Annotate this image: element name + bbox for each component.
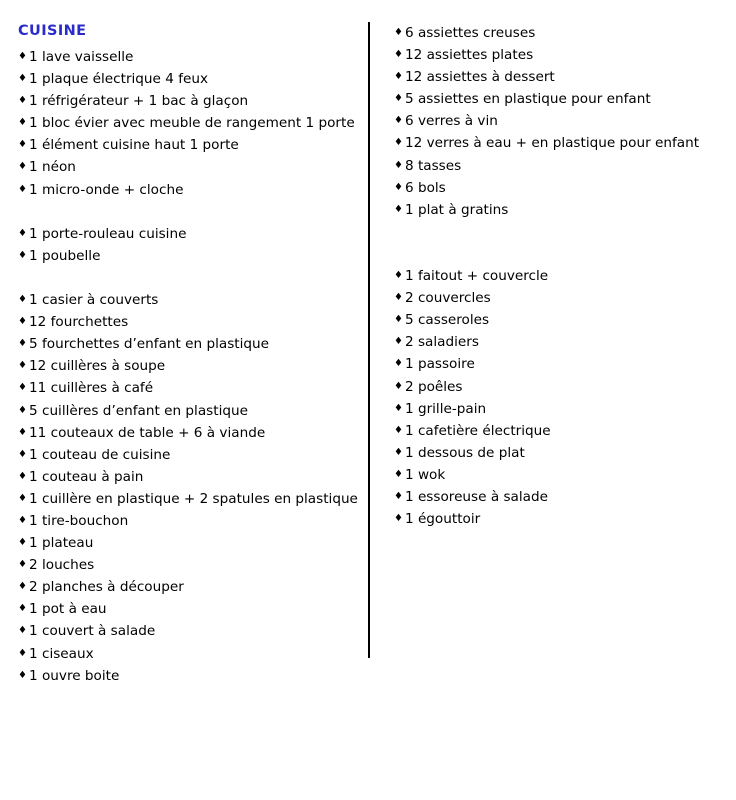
kitchen-left-item-label: 1 cuillère en plastique + 2 spatules en plastique	[29, 490, 358, 507]
kitchen-right-item	[394, 110, 726, 132]
kitchen-left-item	[18, 311, 358, 333]
kitchen-right-item-label: 12 assiettes à dessert	[404, 69, 555, 86]
kitchen-right-item-label: 1 essoreuse à salade	[404, 488, 548, 505]
diamond-bullet-icon: ♦	[18, 669, 27, 681]
diamond-bullet-icon: ♦	[18, 404, 27, 416]
kitchen-left-item	[18, 510, 358, 532]
right-column	[378, 22, 726, 530]
kitchen-left-item-label: 11 cuillères à café	[29, 380, 154, 397]
kitchen-right-item	[394, 155, 726, 177]
page-title: CUISINE	[18, 23, 87, 39]
two-column-layout	[18, 22, 726, 790]
column-divider	[368, 22, 370, 658]
kitchen-left-item-label: 1 plateau	[29, 535, 94, 552]
diamond-bullet-icon: ♦	[18, 625, 27, 637]
kitchen-right-spacer	[394, 243, 726, 265]
kitchen-left-spacer	[18, 201, 358, 223]
kitchen-right-item-label: 2 couvercles	[404, 290, 491, 307]
kitchen-left-item-label: 1 pot à eau	[29, 601, 107, 618]
kitchen-left-item-label: 5 fourchettes d’enfant en plastique	[29, 336, 270, 353]
kitchen-left-item	[18, 554, 358, 576]
kitchen-right-item	[394, 287, 726, 309]
kitchen-left-item	[18, 377, 358, 399]
diamond-bullet-icon: ♦	[393, 49, 403, 61]
diamond-bullet-icon: ♦	[393, 402, 403, 414]
diamond-bullet-icon: ♦	[393, 93, 403, 105]
diamond-bullet-icon: ♦	[18, 581, 27, 593]
left-column	[18, 22, 368, 687]
kitchen-right-item	[394, 66, 726, 88]
kitchen-left-item	[18, 422, 358, 444]
kitchen-left-spacer	[18, 267, 358, 289]
kitchen-left-item-label: 1 couvert à salade	[29, 623, 156, 640]
diamond-bullet-icon: ♦	[18, 426, 27, 438]
diamond-bullet-icon: ♦	[18, 537, 27, 549]
kitchen-right-item-label: 1 plat à gratins	[404, 201, 509, 218]
kitchen-left-item	[18, 156, 358, 178]
kitchen-right-item-label: 2 saladiers	[404, 334, 479, 351]
diamond-bullet-icon: ♦	[393, 203, 403, 215]
kitchen-right-item-label: 1 égouttoir	[404, 511, 481, 528]
kitchen-right-item-label: 1 faitout + couvercle	[404, 268, 549, 285]
diamond-bullet-icon: ♦	[393, 27, 403, 38]
kitchen-right-item-label: 8 tasses	[404, 157, 462, 174]
kitchen-right-item-label: 5 assiettes en plastique pour enfant	[404, 91, 651, 108]
diamond-bullet-icon: ♦	[18, 559, 27, 571]
kitchen-left-item-label: 12 fourchettes	[29, 314, 129, 331]
diamond-bullet-icon: ♦	[18, 139, 27, 151]
diamond-bullet-icon: ♦	[393, 380, 403, 392]
diamond-bullet-icon: ♦	[18, 470, 27, 482]
diamond-bullet-icon: ♦	[393, 446, 403, 458]
kitchen-right-item-label: 1 grille-pain	[404, 400, 487, 417]
kitchen-right-item-label: 6 verres à vin	[404, 113, 498, 130]
kitchen-left-item-label: 12 cuillères à soupe	[29, 358, 166, 375]
diamond-bullet-icon: ♦	[18, 382, 27, 394]
kitchen-right-item	[394, 265, 726, 287]
kitchen-left-item	[18, 289, 358, 311]
diamond-bullet-icon: ♦	[18, 647, 27, 659]
kitchen-left-item	[18, 333, 358, 355]
kitchen-left-item-label: 5 cuillères d’enfant en plastique	[29, 402, 248, 419]
diamond-bullet-icon: ♦	[18, 117, 27, 129]
diamond-bullet-icon: ♦	[18, 360, 27, 372]
diamond-bullet-icon: ♦	[393, 358, 403, 370]
kitchen-left-item	[18, 665, 358, 687]
kitchen-left-item-label: 1 plaque électrique 4 feux	[29, 71, 209, 88]
kitchen-left-item	[18, 223, 358, 245]
kitchen-left-item	[18, 46, 358, 68]
kitchen-right-item-label: 1 cafetière électrique	[404, 422, 551, 439]
kitchen-right-item-label: 12 verres à eau + en plastique pour enfant	[404, 135, 700, 152]
diamond-bullet-icon: ♦	[393, 314, 403, 326]
kitchen-left-item	[18, 598, 358, 620]
kitchen-left-item	[18, 179, 358, 201]
diamond-bullet-icon: ♦	[18, 73, 27, 85]
kitchen-left-item	[18, 400, 358, 422]
kitchen-right-item-label: 6 assiettes creuses	[404, 25, 536, 41]
kitchen-right-item-label: 1 passoire	[404, 356, 475, 373]
kitchen-right-item	[394, 22, 726, 44]
kitchen-left-item	[18, 466, 358, 488]
diamond-bullet-icon: ♦	[393, 490, 403, 502]
kitchen-right-item	[394, 464, 726, 486]
kitchen-right-item	[394, 44, 726, 66]
kitchen-left-item-label: 1 couteau de cuisine	[29, 446, 171, 463]
kitchen-left-item-label: 1 ouvre boite	[29, 667, 120, 684]
diamond-bullet-icon: ♦	[18, 338, 27, 350]
kitchen-right-item-label: 1 dessous de plat	[404, 444, 525, 461]
kitchen-left-item	[18, 620, 358, 642]
kitchen-items-list-right	[394, 22, 726, 530]
diamond-bullet-icon: ♦	[393, 292, 403, 304]
diamond-bullet-icon: ♦	[393, 270, 403, 282]
kitchen-left-item	[18, 112, 358, 134]
kitchen-right-spacer	[394, 221, 726, 243]
diamond-bullet-icon: ♦	[18, 183, 27, 195]
diamond-bullet-icon: ♦	[393, 336, 403, 348]
kitchen-left-item-label: 1 lave vaisselle	[29, 49, 134, 65]
diamond-bullet-icon: ♦	[393, 181, 403, 193]
kitchen-left-item	[18, 488, 358, 510]
kitchen-left-item-label: 1 tire-bouchon	[29, 512, 129, 529]
kitchen-left-item	[18, 355, 358, 377]
diamond-bullet-icon: ♦	[18, 227, 27, 239]
kitchen-left-item-label: 1 ciseaux	[29, 645, 94, 662]
diamond-bullet-icon: ♦	[393, 137, 403, 149]
kitchen-left-item-label: 1 réfrigérateur + 1 bac à glaçon	[29, 93, 249, 110]
kitchen-right-item	[394, 508, 726, 530]
kitchen-right-item	[394, 88, 726, 110]
kitchen-right-item	[394, 353, 726, 375]
diamond-bullet-icon: ♦	[393, 468, 403, 480]
kitchen-right-item	[394, 199, 726, 221]
kitchen-right-item	[394, 309, 726, 331]
kitchen-left-item-label: 2 planches à découper	[29, 579, 184, 596]
diamond-bullet-icon: ♦	[18, 603, 27, 615]
kitchen-right-item-label: 6 bols	[404, 179, 446, 196]
diamond-bullet-icon: ♦	[18, 448, 27, 460]
kitchen-left-item-label: 1 élément cuisine haut 1 porte	[29, 137, 239, 154]
kitchen-right-item-label: 2 poêles	[404, 378, 463, 395]
kitchen-left-item-label: 1 bloc évier avec meuble de rangement 1 porte	[29, 115, 355, 132]
diamond-bullet-icon: ♦	[18, 249, 27, 261]
diamond-bullet-icon: ♦	[18, 492, 27, 504]
diamond-bullet-icon: ♦	[393, 159, 403, 171]
kitchen-left-item-label: 2 louches	[29, 557, 95, 574]
kitchen-right-item	[394, 331, 726, 353]
diamond-bullet-icon: ♦	[18, 95, 27, 107]
kitchen-left-item	[18, 245, 358, 267]
kitchen-left-item	[18, 576, 358, 598]
kitchen-left-item	[18, 643, 358, 665]
kitchen-right-item	[394, 442, 726, 464]
kitchen-left-item	[18, 532, 358, 554]
diamond-bullet-icon: ♦	[393, 513, 403, 525]
diamond-bullet-icon: ♦	[18, 514, 27, 526]
diamond-bullet-icon: ♦	[393, 71, 403, 83]
kitchen-left-item-label: 1 couteau à pain	[29, 468, 144, 485]
diamond-bullet-icon: ♦	[393, 424, 403, 436]
kitchen-left-item-label: 1 micro-onde + cloche	[29, 181, 184, 198]
kitchen-right-item	[394, 486, 726, 508]
kitchen-left-item-label: 1 casier à couverts	[29, 292, 159, 309]
diamond-bullet-icon: ♦	[393, 115, 403, 127]
diamond-bullet-icon: ♦	[18, 294, 27, 306]
kitchen-right-item	[394, 132, 726, 154]
diamond-bullet-icon: ♦	[18, 316, 27, 328]
kitchen-left-item	[18, 134, 358, 156]
kitchen-left-item	[18, 444, 358, 466]
kitchen-right-item-label: 12 assiettes plates	[404, 47, 534, 64]
kitchen-right-item	[394, 177, 726, 199]
diamond-bullet-icon: ♦	[18, 161, 27, 173]
diamond-bullet-icon: ♦	[18, 51, 27, 62]
kitchen-right-item	[394, 420, 726, 442]
kitchen-items-list-left	[18, 46, 358, 687]
kitchen-right-item	[394, 376, 726, 398]
kitchen-right-item	[394, 398, 726, 420]
kitchen-right-item-label: 5 casseroles	[404, 312, 490, 329]
kitchen-left-item-label: 11 couteaux de table + 6 à viande	[29, 424, 266, 441]
kitchen-left-item-label: 1 poubelle	[29, 247, 101, 264]
kitchen-left-item-label: 1 porte-rouleau cuisine	[29, 225, 187, 242]
kitchen-right-item-label: 1 wok	[404, 466, 446, 483]
kitchen-left-item-label: 1 néon	[29, 159, 76, 176]
kitchen-left-item	[18, 68, 358, 90]
kitchen-left-item	[18, 90, 358, 112]
